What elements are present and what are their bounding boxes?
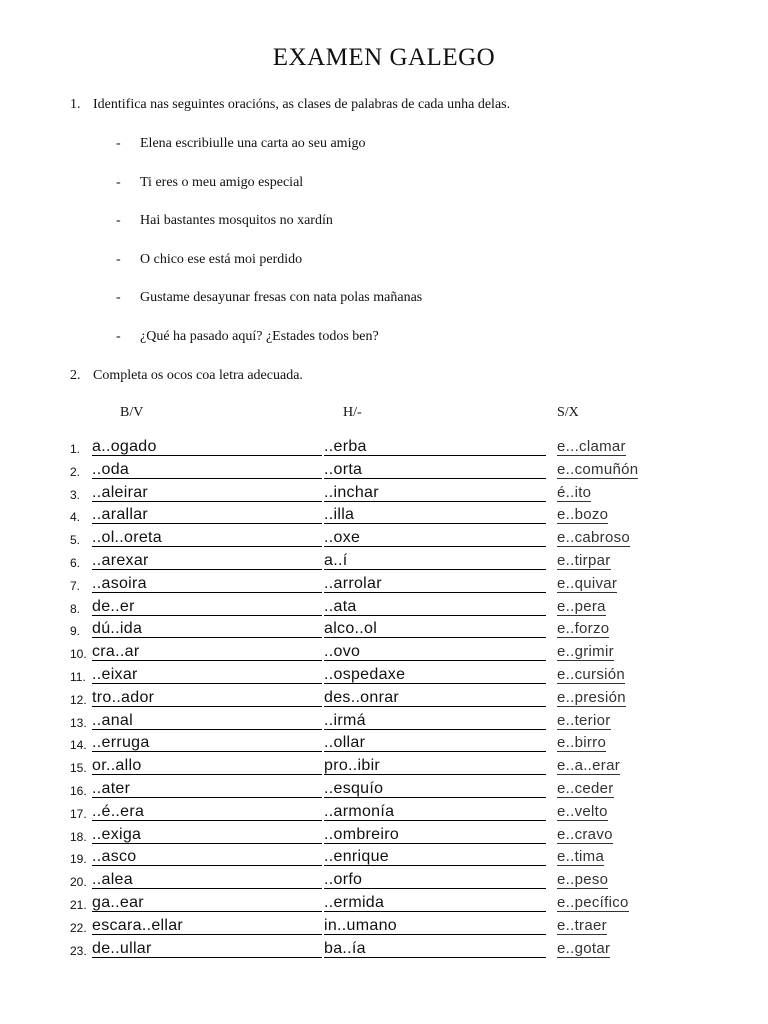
row-number: 19. [70, 852, 87, 867]
bv-word[interactable]: cra..ar [92, 643, 140, 661]
row-number: 3. [70, 487, 81, 502]
bv-word[interactable]: de..er [92, 597, 135, 615]
row-number: 9. [70, 624, 81, 639]
exercise-row [0, 484, 768, 507]
exercise-row [0, 780, 768, 803]
bv-word[interactable]: ..aleirar [92, 483, 149, 501]
bv-word[interactable]: ..erruga [92, 734, 150, 752]
bv-word[interactable]: ..ater [92, 780, 131, 797]
sx-word[interactable]: e..bozo [557, 506, 609, 524]
row-number: 17. [70, 806, 87, 821]
fill-underline [324, 615, 546, 616]
exercise-row [0, 826, 768, 849]
sentence-text: ¿Qué ha pasado aquí? ¿Estades todos ben? [140, 329, 379, 344]
exercise-row [0, 438, 768, 461]
h-word[interactable]: alco..ol [324, 620, 378, 638]
sentence-text: Elena escribiulle una carta ao seu amigo [140, 136, 366, 151]
exercise-row [0, 529, 768, 552]
sentence-text: O chico ese está moi perdido [140, 252, 303, 267]
sx-word[interactable]: e..presión [557, 688, 626, 706]
exercise-row [0, 757, 768, 780]
h-word[interactable]: ..esquío [324, 780, 384, 797]
row-number: 7. [70, 578, 81, 593]
sentence-text: Hai bastantes mosquitos no xardín [140, 213, 333, 228]
exercise-row [0, 598, 768, 621]
exercise-row [0, 803, 768, 826]
row-number: 14. [70, 738, 87, 753]
h-word[interactable]: ..orfo [324, 871, 363, 889]
bv-word[interactable]: ..arallar [92, 506, 149, 524]
sentence-text: Gustame desayunar fresas con nata polas mañanas [140, 290, 423, 305]
sx-word[interactable]: e..terior [557, 711, 611, 729]
bv-word[interactable]: ..oda [92, 460, 130, 478]
h-word[interactable]: ..ombreiro [324, 825, 400, 843]
exercise-row [0, 506, 768, 529]
exercise-row [0, 894, 768, 917]
bv-word[interactable]: ..asco [92, 848, 137, 866]
sx-word[interactable]: e..peso [557, 871, 609, 889]
h-word[interactable]: a..í [324, 552, 348, 569]
sx-word[interactable]: e..gotar [557, 939, 611, 957]
row-number: 2. [70, 464, 81, 479]
row-number: 1. [70, 442, 81, 456]
exercise-row [0, 575, 768, 598]
h-word[interactable]: pro..ibir [324, 757, 381, 775]
sx-word[interactable]: e...clamar [557, 438, 626, 455]
h-word[interactable]: ..illa [324, 506, 355, 524]
row-number: 5. [70, 533, 81, 548]
sx-word[interactable]: e..ceder [557, 780, 614, 797]
question-text: Identifica nas seguintes oracións, as clases de palabras de cada unha delas. [93, 97, 511, 112]
row-number: 22. [70, 920, 87, 935]
sx-word[interactable]: e..pecífico [557, 894, 629, 911]
bv-word[interactable]: ..alea [92, 871, 133, 889]
question-number: 1. [70, 97, 81, 112]
h-word[interactable]: ..inchar [324, 483, 379, 501]
bv-word[interactable]: ga..ear [92, 894, 144, 911]
exercise-row [0, 940, 768, 963]
dash-bullet: - [116, 252, 121, 267]
sx-word[interactable]: e..cabroso [557, 529, 631, 547]
column-header-sx: S/X [557, 405, 579, 420]
sx-word[interactable]: e..traer [557, 916, 607, 934]
sx-word[interactable]: e..tirpar [557, 552, 611, 569]
sx-word[interactable]: e..forzo [557, 620, 610, 638]
sx-word[interactable]: e..pera [557, 597, 606, 615]
exercise-row [0, 689, 768, 712]
row-number: 15. [70, 761, 87, 776]
question-number: 2. [70, 368, 81, 383]
h-word[interactable]: ..oxe [324, 529, 361, 547]
sx-word[interactable]: e..birro [557, 734, 607, 752]
fill-underline [324, 569, 546, 570]
row-number: 20. [70, 875, 87, 890]
row-number: 12. [70, 692, 87, 707]
row-number: 11. [70, 670, 86, 684]
h-word[interactable]: in..umano [324, 916, 397, 934]
h-word[interactable]: ..ovo [324, 643, 361, 661]
row-number: 13. [70, 715, 87, 730]
sx-word[interactable]: e..cravo [557, 825, 613, 843]
h-word[interactable]: des..onrar [324, 688, 400, 706]
exercise-row [0, 734, 768, 757]
exercise-row [0, 461, 768, 484]
h-word[interactable]: ..armonía [324, 802, 395, 820]
exam-title: EXAMEN GALEGO [272, 44, 496, 71]
h-word[interactable]: ..ata [324, 597, 357, 615]
exercise-row [0, 552, 768, 575]
bv-word[interactable]: ..é..era [92, 802, 145, 820]
bv-word[interactable]: ..exiga [92, 825, 142, 843]
bv-word[interactable]: ..eixar [92, 666, 138, 683]
question-text: Completa os ocos coa letra adecuada. [93, 368, 303, 383]
bv-word[interactable]: dú..ida [92, 620, 143, 638]
sx-word[interactable]: e..cursión [557, 666, 626, 683]
dash-bullet: - [116, 213, 121, 228]
bv-word[interactable]: ..arexar [92, 552, 149, 569]
sx-word[interactable]: e..quivar [557, 574, 618, 592]
sx-word[interactable]: e..tima [557, 848, 605, 866]
row-number: 18. [70, 829, 87, 844]
h-word[interactable]: ..irmá [324, 711, 366, 729]
dash-bullet: - [116, 175, 121, 190]
column-header-h: H/- [343, 405, 362, 420]
sentence-text: Ti eres o meu amigo especial [140, 175, 304, 190]
bv-word[interactable]: a..ogado [92, 438, 157, 455]
dash-bullet: - [116, 329, 121, 344]
h-word[interactable]: ..ermida [324, 894, 385, 911]
dash-bullet: - [116, 136, 121, 151]
bv-word[interactable]: ..anal [92, 711, 133, 729]
h-word[interactable]: ..ollar [324, 734, 366, 752]
row-number: 23. [70, 943, 87, 958]
column-header-bv: B/V [120, 405, 144, 420]
exercise-row [0, 666, 768, 689]
sx-word[interactable]: e..velto [557, 802, 608, 820]
h-word[interactable]: ba..ía [324, 939, 366, 957]
exercise-row [0, 917, 768, 940]
bv-word[interactable]: ..ol..oreta [92, 529, 163, 547]
h-word[interactable]: ..enrique [324, 848, 389, 866]
sx-word[interactable]: e..grimir [557, 643, 614, 661]
bv-word[interactable]: ..asoira [92, 574, 147, 592]
bv-word[interactable]: de..ullar [92, 939, 152, 957]
sx-word[interactable]: e..a..erar [557, 757, 621, 775]
exercise-row [0, 620, 768, 643]
h-word[interactable]: ..orta [324, 460, 363, 478]
fill-underline [324, 523, 546, 524]
exercise-row [0, 848, 768, 871]
h-word[interactable]: ..erba [324, 438, 367, 455]
bv-word[interactable]: tro..ador [92, 688, 155, 706]
bv-word[interactable]: escara..ellar [92, 916, 184, 934]
row-number: 21. [70, 898, 87, 912]
bv-word[interactable]: or..allo [92, 757, 142, 775]
exercise-row [0, 712, 768, 735]
h-word[interactable]: ..arrolar [324, 574, 382, 592]
row-number: 6. [70, 556, 81, 570]
dash-bullet: - [116, 290, 121, 305]
exercise-row [0, 643, 768, 666]
h-word[interactable]: ..ospedaxe [324, 666, 406, 683]
sx-word[interactable]: e..comuñón [557, 460, 639, 478]
row-number: 8. [70, 601, 81, 616]
row-number: 16. [70, 784, 87, 798]
row-number: 4. [70, 510, 81, 525]
sx-word[interactable]: é..ito [557, 483, 592, 501]
exercise-row [0, 871, 768, 894]
row-number: 10. [70, 647, 87, 662]
